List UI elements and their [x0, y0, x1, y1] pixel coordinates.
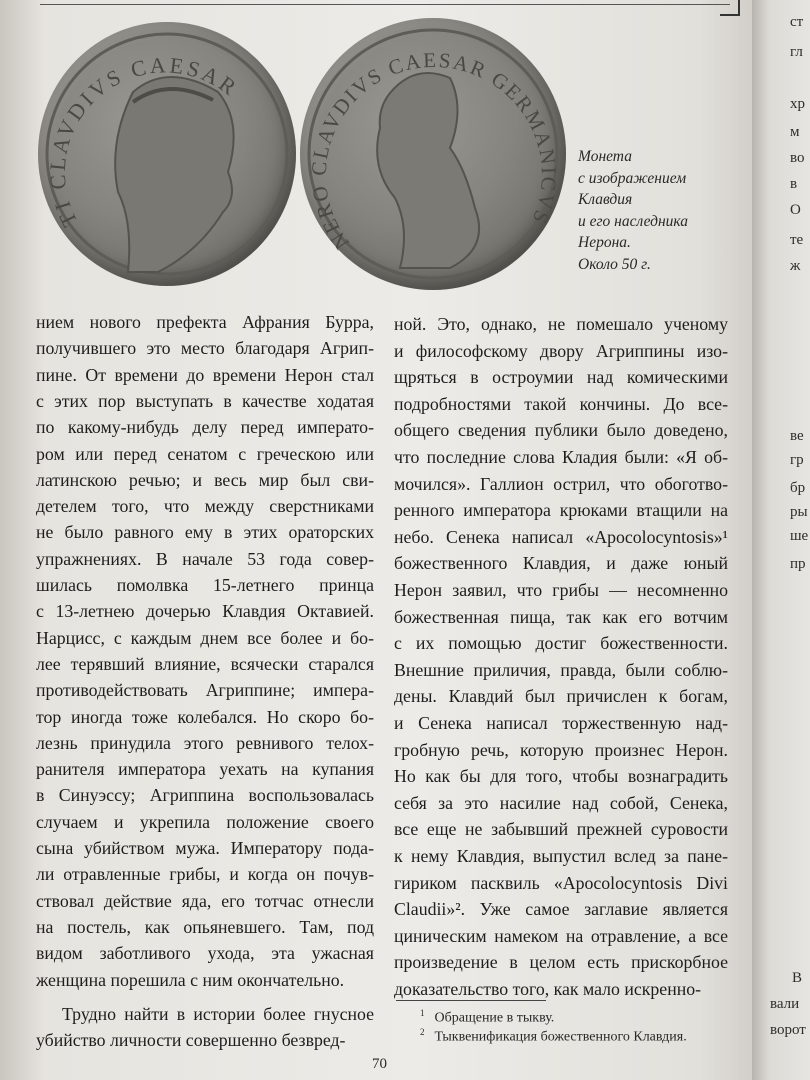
text-line: нием нового префекта Афрания Бурра,	[36, 312, 374, 332]
adjacent-page-fragment: во	[790, 150, 805, 166]
top-rule	[40, 4, 730, 5]
footnote-mark: 2	[420, 1027, 425, 1037]
adjacent-page-fragment: в	[790, 176, 798, 192]
text-line: видом заботливого ухода, эта ужасная	[36, 943, 374, 964]
adjacent-page-fragment: хр	[790, 96, 805, 112]
text-line: гробную речь, которую произнес Нерон.	[394, 739, 728, 760]
adjacent-page-fragment: ве	[790, 428, 804, 444]
text-line: лезнь принудила этого ревнивого телох-	[36, 732, 374, 753]
caption-line: Около 50 г.	[578, 255, 651, 273]
corner-mark	[720, 0, 740, 16]
text-line: по какому-нибудь делу перед императо-	[36, 417, 374, 438]
text-line: убийство личности совершенно безвред-	[36, 1030, 346, 1051]
text-line: ренного императора крюками втащили на	[394, 500, 728, 521]
text-line: произведение в целом есть прискорбное	[394, 952, 728, 973]
footnote-text: Обращение в тыкву.	[434, 1010, 555, 1026]
text-line: себя за это насилие над собой, Сенека,	[394, 792, 728, 813]
caption-line: Клавдия	[578, 191, 633, 208]
text-line: и Сенека написал торжественную над-	[394, 713, 728, 733]
coin-caption	[578, 146, 728, 275]
text-line: ранителя императора уехать на купания	[36, 759, 374, 780]
adjacent-page-fragment: ж	[790, 258, 801, 274]
text-line: божественного Клавдия, и даже юный	[394, 553, 728, 574]
caption-line: и его наследника	[578, 212, 689, 230]
text-line: ли отравленные грибы, и когда он почув-	[36, 864, 374, 885]
text-line: общего сведения публики было доведено,	[394, 420, 728, 441]
text-line: небо. Сенека написал «Apocolocyntosis»¹	[394, 526, 728, 547]
text-line: латинскою речью; и весь мир был сви-	[36, 469, 374, 490]
adjacent-page-fragment: м	[790, 124, 800, 140]
adjacent-page-fragment: пр	[790, 556, 806, 572]
adjacent-page-fragment: В	[792, 970, 803, 986]
text-line: божественная пища, так как его вотчим	[394, 606, 728, 627]
text-line: к нему Клавдия, выпустил вслед за пане-	[394, 846, 728, 866]
text-line: шилась помолвка 15-летнего принца	[36, 575, 374, 595]
text-line: что последние слова Кладия были: «Я об-	[394, 447, 728, 467]
text-line: Нерон заявил, что грибы — несомненно	[394, 580, 728, 600]
adjacent-page-fragment: бр	[790, 480, 806, 496]
text-line: получившего это место благодаря Агрип-	[36, 338, 374, 359]
coin-nero-image	[300, 18, 566, 290]
caption-line: Нерона.	[578, 234, 631, 251]
text-line: случаем и укрепила положение своего	[36, 811, 374, 832]
adjacent-page-fragment: гл	[790, 44, 803, 60]
text-line: ром или перед сенатом с греческою или	[36, 443, 374, 464]
text-line: Трудно найти в истории более гнусное	[62, 1003, 374, 1024]
adjacent-page-fragment: ст	[790, 14, 804, 30]
caption-line: Монета	[578, 148, 632, 165]
adjacent-page-fragment: О	[790, 202, 801, 218]
adjacent-page-fragment: ры	[790, 504, 808, 520]
text-line: доказательство того, как мало искренно-	[394, 979, 702, 999]
text-line: подробностями такой кончины. До все-	[394, 393, 728, 414]
text-line: не было равного ему в этих ораторских	[36, 522, 374, 543]
text-line: Нарцисс, с каждым днем все более и бо-	[36, 627, 374, 648]
text-line: с их помощью достиг божественности.	[394, 633, 728, 654]
text-line: щряться в остроумии над комическими	[394, 367, 728, 388]
text-line: Внешние приличия, правда, были соблю-	[394, 659, 728, 680]
adjacent-page-fragment: вали	[770, 996, 800, 1012]
text-line: тор иногда тоже колебался. Но скоро бо-	[36, 706, 374, 727]
footnote-2	[420, 1027, 687, 1046]
footnote-rule	[396, 1000, 546, 1001]
text-line: детелем того, что между сверстниками	[36, 496, 374, 517]
text-line: в Синуэссу; Агриппина воспользовалась	[36, 785, 374, 806]
adjacent-page-fragment: ворот	[770, 1022, 806, 1038]
footnote-1	[420, 1008, 554, 1027]
text-line: с этих пор выступать в качестве ходатая	[36, 390, 374, 411]
text-line: противодействовать Агриппине; импера-	[36, 680, 374, 701]
text-line: на постель, как опьяневшего. Там, под	[36, 916, 374, 937]
text-line: дены. Клавдий был причислен к богам,	[394, 686, 728, 707]
adjacent-page-fragment: ше	[790, 528, 809, 544]
text-line: гириком пасквиль «Apocolocyntosis Divi	[394, 872, 728, 893]
text-line: Но как бы для того, чтобы вознаградить	[394, 766, 728, 787]
text-line: сына убийством мужа. Императору пода-	[36, 838, 374, 858]
text-line: пине. От времени до времени Нерон стал	[36, 364, 374, 385]
adjacent-page-edge	[752, 0, 810, 1080]
text-line: Claudii»². Уже самое заглавие является	[394, 899, 728, 920]
text-line: с 13-летнею дочерью Клавдия Октавией.	[36, 601, 374, 622]
text-line: ствовал действие яда, его тотчас отнесли	[36, 890, 374, 911]
text-line: циническим намеком на отравление, а все	[394, 925, 728, 946]
text-line: и философскому двору Агриппины изо-	[394, 340, 728, 361]
text-line: упражнениях. В начале 53 года совер-	[36, 548, 374, 569]
text-line: мочился». Галлион острил, что обоготво-	[394, 473, 728, 494]
page-number: 70	[372, 1056, 387, 1072]
coin-right-legend: NERO CLAVDIVS CAESAR GERMANICVS	[306, 47, 562, 255]
adjacent-page-fragment: гр	[790, 452, 804, 468]
caption-line: с изображением	[578, 169, 687, 187]
coin-claudius-image	[38, 22, 296, 286]
text-line: все еще не забывший прежней суровости	[394, 819, 728, 840]
text-line: женщина порешила с ним окончательно.	[36, 969, 345, 990]
text-line: ной. Это, однако, не помешало ученому	[394, 314, 728, 334]
footnote-mark: 1	[420, 1008, 425, 1018]
footnote-text: Тыквенификация божественного Клавдия.	[434, 1029, 687, 1045]
text-line: лее терявший влияние, всячески старался	[36, 653, 374, 674]
adjacent-page-fragment: те	[790, 232, 804, 248]
coin-left-legend: TI CLAVDIVS CAESAR	[44, 52, 244, 231]
